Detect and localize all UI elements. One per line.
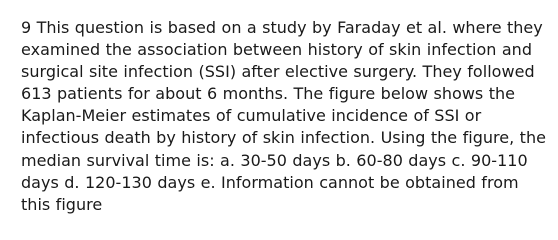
question-line: Kaplan-Meier estimates of cumulative incidence of SSI or — [21, 106, 482, 126]
question-line: 9 This question is based on a study by Faraday et al. where they — [21, 18, 543, 37]
question-text — [21, 17, 548, 216]
question-line: median survival time is: a. 30-50 days b. 60-80 days c. 90-110 — [21, 150, 528, 170]
question-line: examined the association between history of skin infection and — [21, 40, 532, 60]
question-line: days d. 120-130 days e. Information cannot be obtained from — [21, 172, 519, 192]
question-line: this figure — [21, 194, 103, 214]
question-line: infectious death by history of skin infection. Using the figure, the — [21, 128, 546, 148]
question-line: 613 patients for about 6 months. The figure below shows the — [21, 84, 516, 104]
question-line: surgical site infection (SSI) after elective surgery. They followed — [21, 62, 535, 82]
